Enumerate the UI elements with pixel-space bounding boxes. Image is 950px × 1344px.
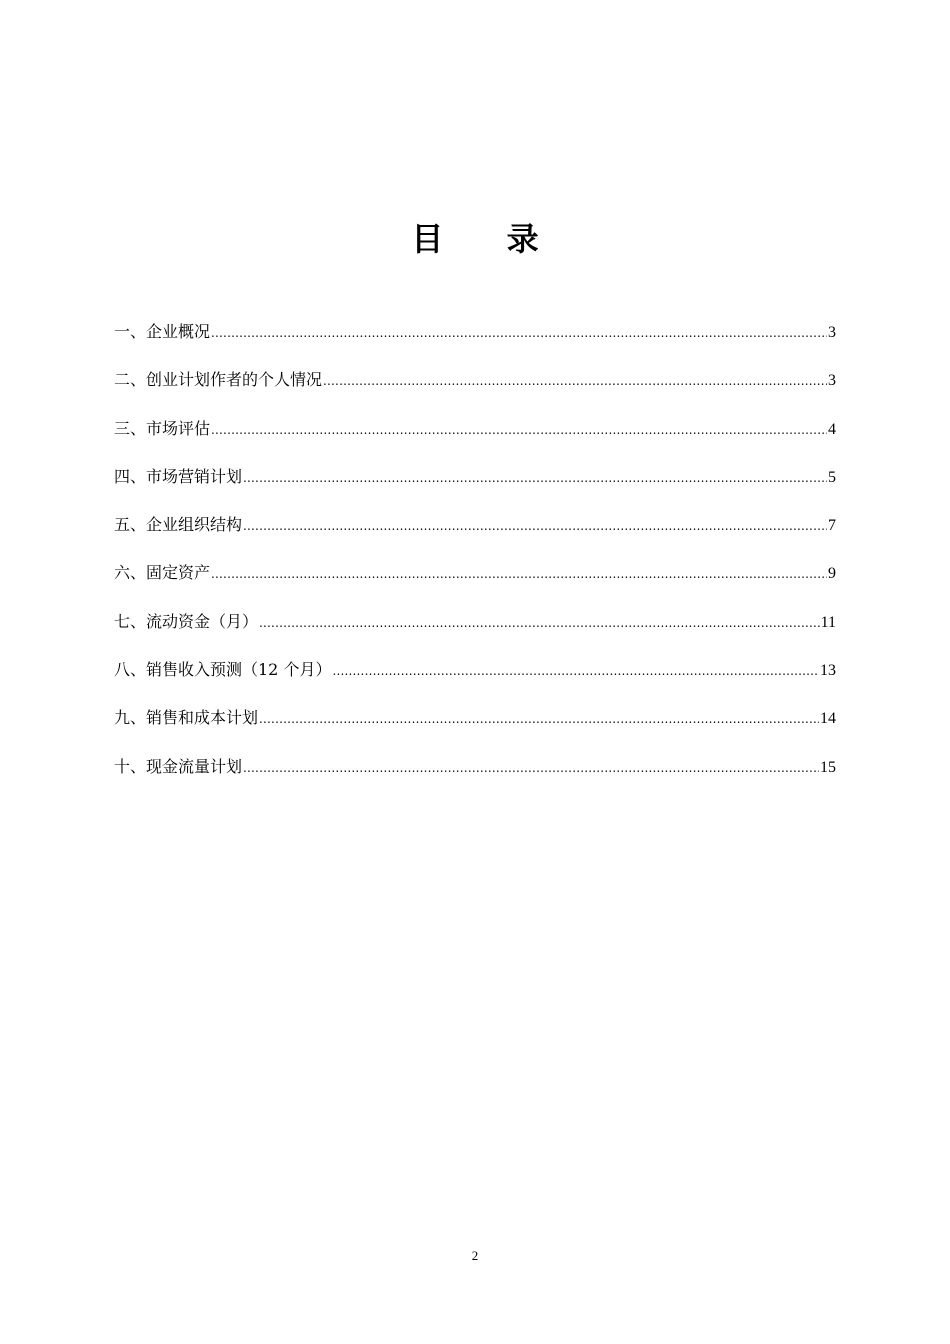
- toc-entry-page: 9: [828, 565, 836, 583]
- table-of-contents: [114, 320, 836, 803]
- toc-entry-label: 七、流动资金（月）: [114, 611, 259, 631]
- toc-dot-leader: [323, 369, 827, 393]
- toc-entry-label: 十、现金流量计划: [114, 756, 243, 776]
- toc-entry-1[interactable]: [114, 320, 836, 368]
- toc-entry-page: 3: [828, 324, 836, 341]
- toc-dot-leader: [243, 756, 819, 780]
- toc-dot-leader: [211, 562, 827, 586]
- toc-entry-label: 八、销售收入预测（12 个月）: [114, 660, 332, 680]
- toc-entry-6[interactable]: [114, 561, 836, 609]
- page-title: 目 录: [411, 220, 565, 259]
- toc-entry-page: 7: [828, 517, 836, 535]
- toc-entry-label: 一、企业概况: [114, 322, 211, 341]
- toc-dot-leader: [332, 659, 819, 683]
- toc-entry-8[interactable]: [114, 658, 836, 706]
- toc-entry-page: 15: [820, 758, 836, 776]
- toc-entry-page: 14: [820, 710, 836, 728]
- toc-entry-5[interactable]: [114, 513, 836, 561]
- toc-dot-leader: [243, 466, 827, 490]
- toc-entry-2[interactable]: [114, 368, 836, 416]
- toc-entry-page: 11: [820, 613, 836, 631]
- toc-entry-page: 3: [828, 372, 836, 390]
- toc-entry-page: 13: [820, 662, 836, 680]
- toc-entry-9[interactable]: [114, 706, 836, 754]
- toc-entry-label: 二、创业计划作者的个人情况: [114, 370, 323, 390]
- toc-entry-10[interactable]: [114, 755, 836, 803]
- toc-entry-7[interactable]: [114, 610, 836, 658]
- toc-entry-label: 九、销售和成本计划: [114, 708, 259, 728]
- toc-dot-leader: [211, 321, 827, 345]
- toc-entry-page: 5: [828, 468, 836, 486]
- toc-entry-label: 五、企业组织结构: [114, 515, 243, 535]
- toc-dot-leader: [211, 418, 827, 442]
- toc-entry-label: 六、固定资产: [114, 563, 211, 583]
- toc-entry-label: 四、市场营销计划: [114, 466, 243, 486]
- toc-entry-page: 4: [828, 420, 836, 438]
- toc-entry-4[interactable]: [114, 465, 836, 513]
- toc-entry-3[interactable]: [114, 417, 836, 465]
- toc-dot-leader: [259, 707, 819, 731]
- page-number: 2: [471, 1248, 479, 1263]
- toc-entry-label: 三、市场评估: [114, 418, 211, 438]
- toc-dot-leader: [243, 514, 827, 538]
- toc-dot-leader: [259, 611, 820, 635]
